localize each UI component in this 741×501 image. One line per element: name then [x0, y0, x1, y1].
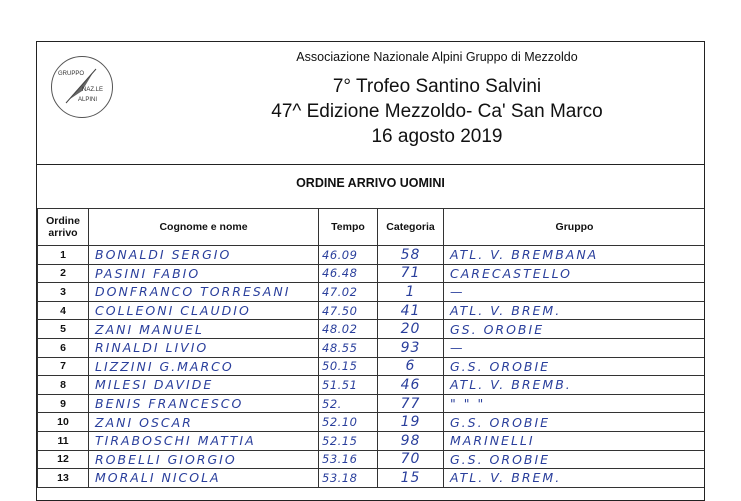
- table-row: [38, 338, 706, 357]
- time-cell: 53.16: [319, 450, 378, 469]
- table-row: [38, 431, 706, 450]
- name-cell: RINALDI LIVIO: [89, 338, 319, 357]
- table-row: [38, 450, 706, 469]
- name-cell: MORALI NICOLA: [89, 469, 319, 488]
- time-cell: 51.51: [319, 376, 378, 395]
- table-row: [38, 320, 706, 339]
- rank-cell: 11: [38, 431, 89, 450]
- alpini-logo: [51, 56, 113, 118]
- category-cell: 70: [378, 450, 444, 469]
- category-cell: 1: [378, 283, 444, 302]
- group-cell: G.S. OROBIE: [444, 450, 706, 469]
- rank-cell: 4: [38, 301, 89, 320]
- time-cell: 52.10: [319, 413, 378, 432]
- name-cell: TIRABOSCHI MATTIA: [89, 431, 319, 450]
- time-cell: 53.18: [319, 469, 378, 488]
- time-cell: 48.55: [319, 338, 378, 357]
- header-divider: [37, 164, 704, 165]
- time-cell: 52.: [319, 394, 378, 413]
- group-cell: G.S. OROBIE: [444, 357, 706, 376]
- col-header-tempo: Tempo: [319, 209, 378, 246]
- table-row: [38, 301, 706, 320]
- time-cell: 50.15: [319, 357, 378, 376]
- table-row: [38, 283, 706, 302]
- time-cell: 47.02: [319, 283, 378, 302]
- table-row: [38, 264, 706, 283]
- group-cell: ATL. V. BREMB.: [444, 376, 706, 395]
- association-name: Associazione Nazionale Alpini Gruppo di Mezzoldo: [296, 50, 578, 64]
- group-cell: ATL. V. BREMBANA: [444, 246, 706, 265]
- rank-cell: 10: [38, 413, 89, 432]
- name-cell: LIZZINI G.MARCO: [89, 357, 319, 376]
- group-cell: ATL. V. BREM.: [444, 301, 706, 320]
- entry-sheet: [36, 41, 705, 501]
- time-cell: 48.02: [319, 320, 378, 339]
- group-cell: ATL. V. BREM.: [444, 469, 706, 488]
- time-cell: 47.50: [319, 301, 378, 320]
- table-row: [38, 357, 706, 376]
- name-cell: BENIS FRANCESCO: [89, 394, 319, 413]
- time-cell: 46.48: [319, 264, 378, 283]
- table-row: [38, 376, 706, 395]
- group-cell: CARECASTELLO: [444, 264, 706, 283]
- name-cell: BONALDI SERGIO: [89, 246, 319, 265]
- name-cell: MILESI DAVIDE: [89, 376, 319, 395]
- category-cell: 46: [378, 376, 444, 395]
- logo-text-top: GRUPPO: [58, 71, 85, 77]
- category-cell: 19: [378, 413, 444, 432]
- rank-cell: 1: [38, 246, 89, 265]
- rank-cell: 8: [38, 376, 89, 395]
- rank-cell: 2: [38, 264, 89, 283]
- col-header-nome: Cognome e nome: [89, 209, 319, 246]
- section-title: ORDINE ARRIVO UOMINI: [296, 176, 445, 190]
- event-title: 7° Trofeo Santino Salvini: [332, 76, 542, 97]
- category-cell: 6: [378, 357, 444, 376]
- group-cell: MARINELLI: [444, 431, 706, 450]
- category-cell: 77: [378, 394, 444, 413]
- name-cell: ZANI MANUEL: [89, 320, 319, 339]
- category-cell: 98: [378, 431, 444, 450]
- rank-cell: 3: [38, 283, 89, 302]
- name-cell: PASINI FABIO: [89, 264, 319, 283]
- results-table: [37, 208, 705, 488]
- rank-cell: 6: [38, 338, 89, 357]
- logo-text-bot: ALPINI: [78, 97, 98, 103]
- group-cell: —: [444, 283, 706, 302]
- col-header-gruppo: Gruppo: [444, 209, 706, 246]
- group-cell: —: [444, 338, 706, 357]
- table-row: [38, 394, 706, 413]
- category-cell: 93: [378, 338, 444, 357]
- category-cell: 15: [378, 469, 444, 488]
- category-cell: 71: [378, 264, 444, 283]
- name-cell: ROBELLI GIORGIO: [89, 450, 319, 469]
- name-cell: DONFRANCO TORRESANI: [89, 283, 319, 302]
- event-date: 16 agosto 2019: [371, 126, 503, 147]
- time-cell: 46.09: [319, 246, 378, 265]
- group-cell: " " ": [444, 394, 706, 413]
- group-cell: G.S. OROBIE: [444, 413, 706, 432]
- table-header-row: [38, 209, 706, 246]
- table-row: [38, 246, 706, 265]
- table-row: [38, 413, 706, 432]
- name-cell: COLLEONI CLAUDIO: [89, 301, 319, 320]
- category-cell: 58: [378, 246, 444, 265]
- rank-cell: 13: [38, 469, 89, 488]
- time-cell: 52.15: [319, 431, 378, 450]
- col-header-ordine: Ordine arrivo: [38, 209, 89, 246]
- logo-text-mid: NAZ.LE: [82, 87, 104, 93]
- rank-cell: 5: [38, 320, 89, 339]
- name-cell: ZANI OSCAR: [89, 413, 319, 432]
- rank-cell: 9: [38, 394, 89, 413]
- category-cell: 20: [378, 320, 444, 339]
- category-cell: 41: [378, 301, 444, 320]
- rank-cell: 7: [38, 357, 89, 376]
- table-row: [38, 469, 706, 488]
- rank-cell: 12: [38, 450, 89, 469]
- event-edition: 47^ Edizione Mezzoldo- Ca' San Marco: [271, 101, 603, 122]
- group-cell: GS. OROBIE: [444, 320, 706, 339]
- col-header-categoria: Categoria: [378, 209, 444, 246]
